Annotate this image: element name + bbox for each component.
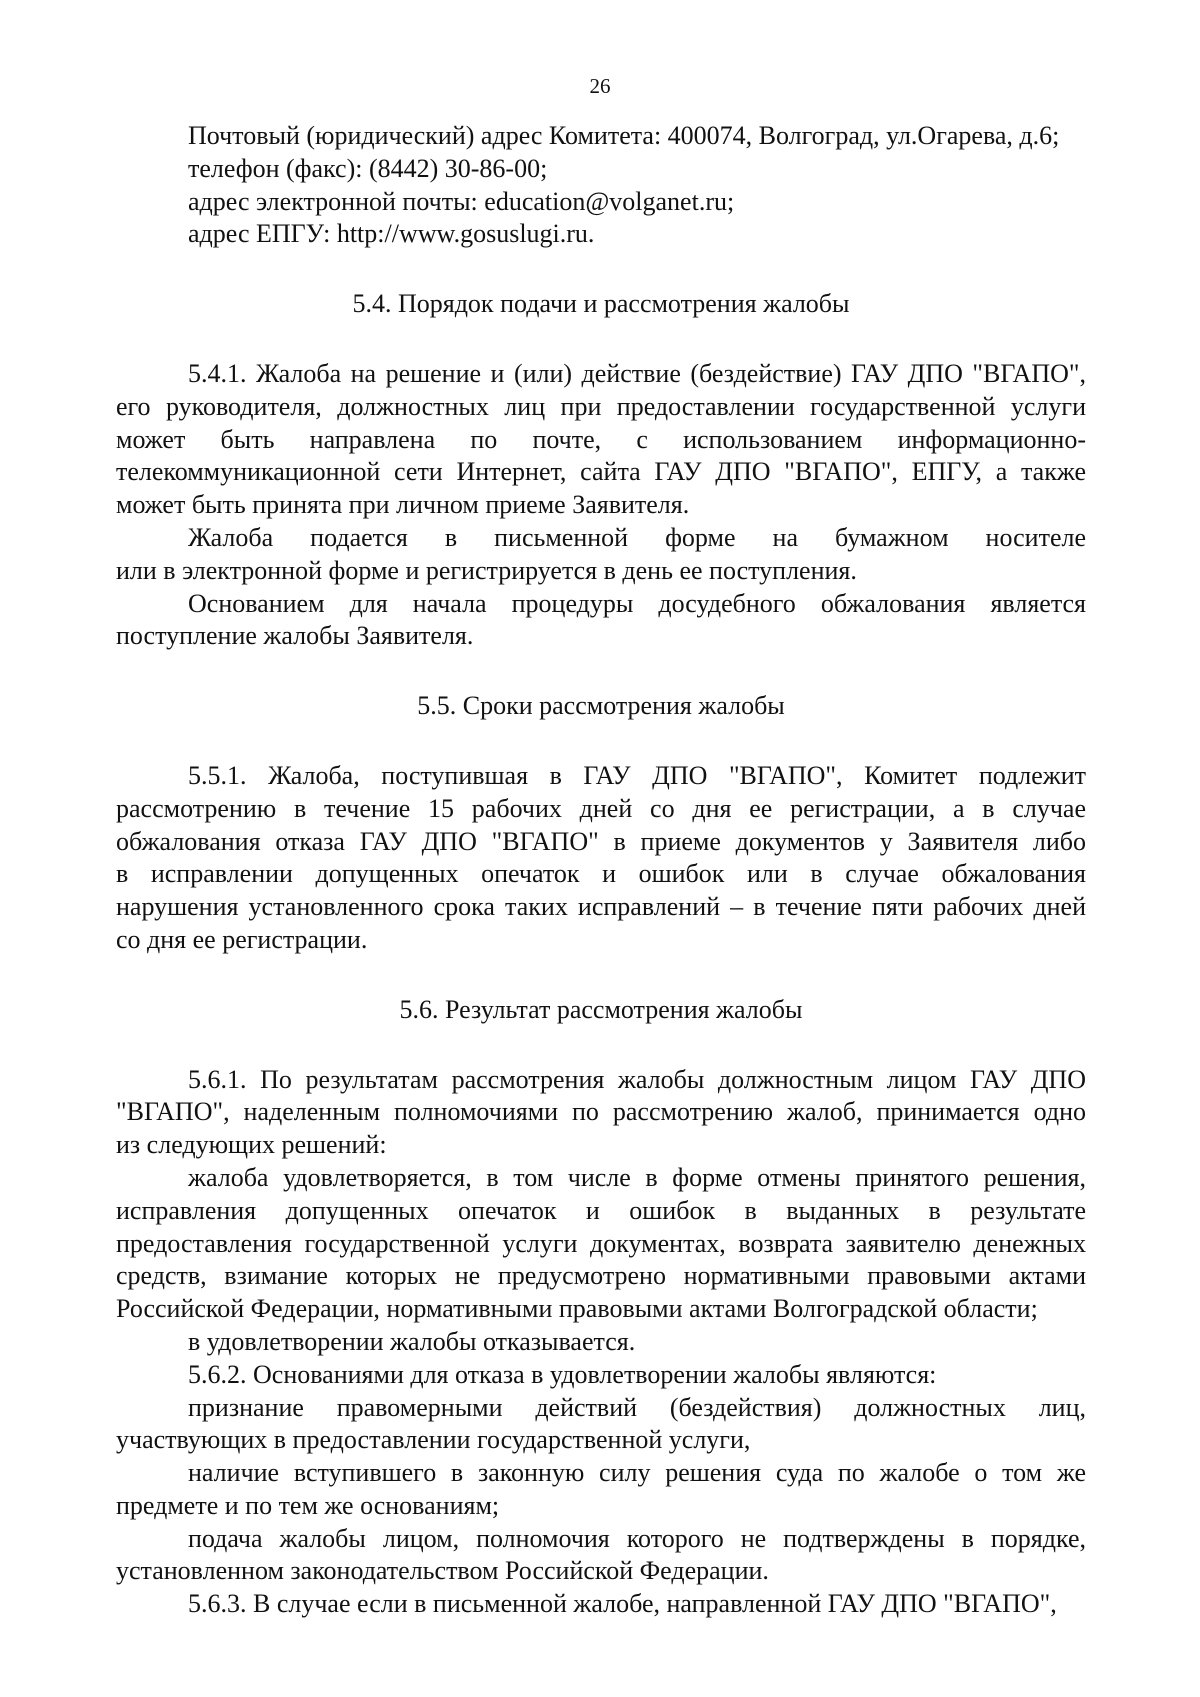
paragraph-line: жалоба удовлетворяется, в том числе в форме отмены принятого решения, (188, 1162, 1086, 1192)
paragraph-line: участвующих в предоставлении государственной услуги, (116, 1425, 751, 1455)
paragraph-line: признание правомерными действий (бездействия) должностных лиц, (188, 1392, 1086, 1422)
section-heading-5-6: 5.6. Результат рассмотрения жалобы (399, 994, 803, 1024)
paragraph-line: может быть принята при личном приеме Заявителя. (116, 490, 690, 520)
paragraph-line: может быть направлена по почте, с использованием информационно- (116, 424, 1086, 454)
spacer (116, 1027, 1086, 1064)
paragraph-line: 5.4.1. Жалоба на решение и (или) действие (бездействие) ГАУ ДПО "ВГАПО", (188, 358, 1086, 388)
paragraph-line: рассмотрению в течение 15 рабочих дней со дня ее регистрации, а в случае (116, 793, 1086, 823)
paragraph-line: в удовлетворении жалобы отказывается. (188, 1326, 636, 1356)
paragraph-line: поступление жалобы Заявителя. (116, 621, 474, 651)
spacer (116, 321, 1086, 358)
paragraph-line: подача жалобы лицом, полномочия которого не подтверждены в порядке, (188, 1523, 1086, 1553)
paragraph-line: установленном законодательством Российской Федерации. (116, 1556, 769, 1586)
paragraph-line: Основанием для начала процедуры досудебного обжалования является (188, 588, 1086, 618)
paragraph-line: наличие вступившего в законную силу решения суда по жалобе о том же (188, 1458, 1086, 1488)
spacer (116, 957, 1086, 994)
paragraph-line: Российской Федерации, нормативными правовыми актами Волгоградской области; (116, 1294, 1038, 1324)
address-line: адрес электронной почты: education@volganet.ru; (188, 186, 735, 216)
address-line: телефон (факс): (8442) 30-86-00; (188, 153, 548, 183)
page-number: 26 (589, 74, 611, 98)
paragraph-line: со дня ее регистрации. (116, 924, 368, 954)
paragraph-line: его руководителя, должностных лиц при предоставлении государственной услуги (116, 391, 1086, 421)
paragraph-line: "ВГАПО", наделенным полномочиями по рассмотрению жалоб, принимается одно (116, 1097, 1086, 1127)
paragraph-line: 5.5.1. Жалоба, поступившая в ГАУ ДПО "ВГАПО", Комитет подлежит (188, 760, 1086, 790)
paragraph-line: исправления допущенных опечаток и ошибок в выданных в результате (116, 1195, 1086, 1225)
spacer (116, 723, 1086, 760)
paragraph-line: обжалования отказа ГАУ ДПО "ВГАПО" в приеме документов у Заявителя либо (116, 826, 1086, 856)
paragraph-line: предмете и по тем же основаниям; (116, 1490, 500, 1520)
paragraph-line: предоставления государственной услуги документах, возврата заявителю денежных (116, 1228, 1086, 1258)
paragraph-line: 5.6.3. В случае если в письменной жалобе, направленной ГАУ ДПО "ВГАПО", (188, 1589, 1057, 1619)
paragraph-line: средств, взимание которых не предусмотрено нормативными правовыми актами (116, 1261, 1086, 1291)
paragraph-line: 5.6.2. Основаниями для отказа в удовлетворении жалобы являются: (188, 1359, 937, 1389)
paragraph-line: 5.6.1. По результатам рассмотрения жалобы должностным лицом ГАУ ДПО (188, 1064, 1086, 1094)
section-heading-5-4: 5.4. Порядок подачи и рассмотрения жалобы (352, 289, 850, 319)
address-line: Почтовый (юридический) адрес Комитета: 400074, Волгоград, ул.Огарева, д.6; (188, 121, 1060, 150)
spacer (116, 251, 1086, 288)
address-line: адрес ЕПГУ: http://www.gosuslugi.ru. (188, 219, 595, 249)
paragraph-line: Жалоба подается в письменной форме на бумажном носителе (188, 522, 1086, 552)
paragraph-line: из следующих решений: (116, 1130, 387, 1160)
paragraph-line: телекоммуникационной сети Интернет, сайта ГАУ ДПО "ВГАПО", ЕПГУ, а также (116, 457, 1086, 487)
paragraph-line: нарушения установленного срока таких исправлений – в течение пяти рабочих дней (116, 892, 1086, 922)
document-body (116, 120, 1086, 1621)
section-heading-5-5: 5.5. Сроки рассмотрения жалобы (417, 691, 785, 721)
paragraph-line: или в электронной форме и регистрируется в день ее поступления. (116, 555, 857, 585)
spacer (116, 653, 1086, 690)
paragraph-line: в исправлении допущенных опечаток и ошибок или в случае обжалования (116, 859, 1086, 889)
